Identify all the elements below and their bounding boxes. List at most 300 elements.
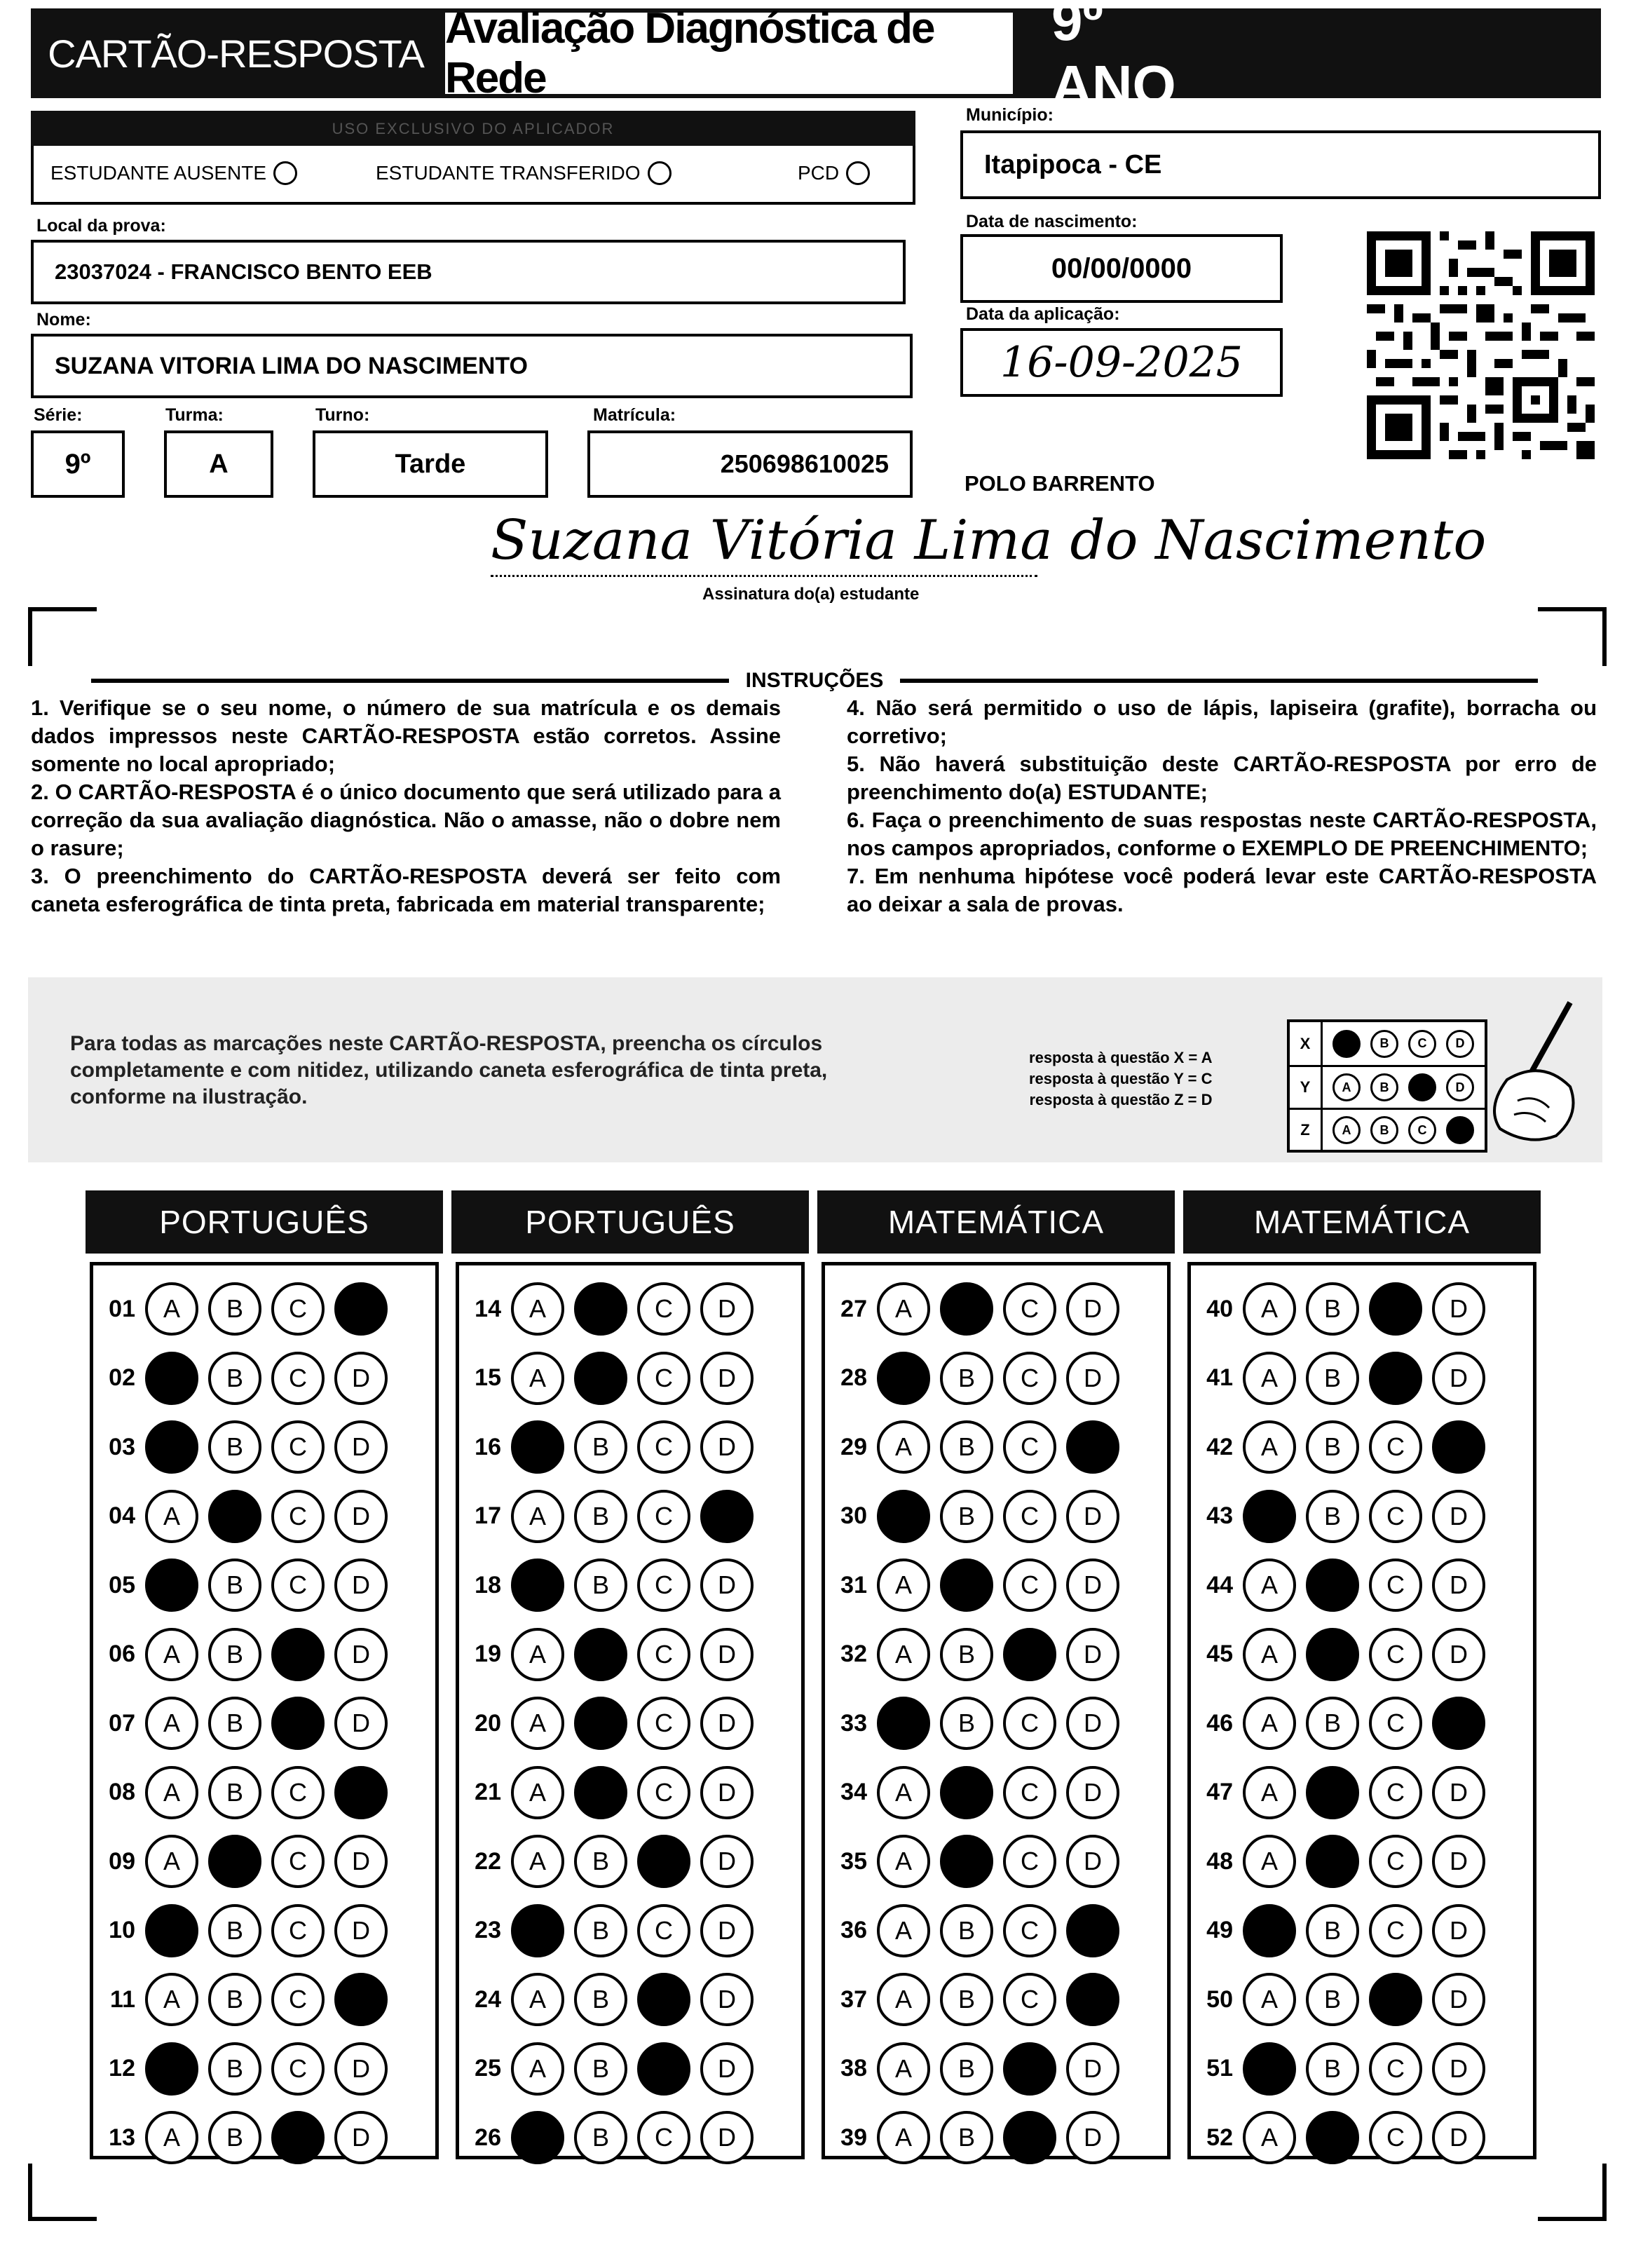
- answer-bubble-d[interactable]: D: [700, 1697, 754, 1750]
- municipio-label: Município:: [966, 105, 1054, 125]
- answer-row: [825, 1695, 1119, 1751]
- answer-bubble-a[interactable]: A: [877, 1559, 930, 1612]
- question-number: 23: [475, 1917, 501, 1943]
- answer-bubble-a[interactable]: A: [511, 1973, 564, 2026]
- answer-bubble-b[interactable]: B: [208, 1282, 261, 1336]
- answer-bubble-b[interactable]: [1306, 1835, 1359, 1888]
- answer-bubble-d[interactable]: D: [1066, 1352, 1119, 1405]
- answer-bubble-a[interactable]: A: [511, 1697, 564, 1750]
- subject-header: MATEMÁTICA: [1183, 1190, 1541, 1254]
- frame-corner-tl: [28, 607, 97, 666]
- answer-bubble-b[interactable]: [1306, 1628, 1359, 1681]
- question-number: 15: [475, 1364, 501, 1391]
- answer-row: [93, 1488, 388, 1544]
- answer-bubble-d[interactable]: D: [334, 1559, 388, 1612]
- answer-bubble-d[interactable]: D: [700, 1904, 754, 1957]
- example-row: [1290, 1022, 1485, 1065]
- answer-bubble-b[interactable]: [574, 1766, 627, 1819]
- answer-bubble-b[interactable]: B: [574, 1420, 627, 1474]
- answer-bubble-c[interactable]: [1003, 2042, 1056, 2096]
- answer-bubble-a[interactable]: A: [511, 2042, 564, 2096]
- answer-bubble-d[interactable]: D: [334, 2042, 388, 2096]
- absent-circle[interactable]: [273, 161, 297, 185]
- answer-row: [459, 1557, 754, 1613]
- subject-header: MATEMÁTICA: [817, 1190, 1175, 1254]
- answer-bubble-b[interactable]: B: [208, 1766, 261, 1819]
- answer-bubble-b[interactable]: B: [1306, 1973, 1359, 2026]
- answer-bubble-d[interactable]: [700, 1490, 754, 1543]
- question-number: 29: [840, 1433, 867, 1460]
- answer-bubble-a[interactable]: A: [1243, 1697, 1296, 1750]
- answer-column: [90, 1262, 439, 2159]
- answer-bubble-d[interactable]: D: [334, 2111, 388, 2164]
- answer-bubble-c[interactable]: [1369, 1282, 1422, 1336]
- answer-bubble-c[interactable]: C: [1369, 1420, 1422, 1474]
- question-number: 40: [1206, 1295, 1233, 1322]
- question-number: 14: [475, 1295, 501, 1322]
- answer-bubble-b[interactable]: B: [940, 1697, 993, 1750]
- answer-row: [1191, 1627, 1485, 1683]
- answer-bubble-d[interactable]: D: [334, 1352, 388, 1405]
- answer-bubble-b[interactable]: B: [1306, 1904, 1359, 1957]
- applicator-box: [31, 146, 915, 205]
- answer-bubble-d[interactable]: D: [1066, 2111, 1119, 2164]
- answer-bubble-b[interactable]: B: [208, 1352, 261, 1405]
- answer-bubble-c[interactable]: C: [637, 1420, 690, 1474]
- answer-bubble-b[interactable]: B: [574, 2111, 627, 2164]
- answer-bubble-b[interactable]: B: [1306, 2042, 1359, 2096]
- answer-row: [93, 1903, 388, 1959]
- answer-bubble-c[interactable]: C: [1369, 1835, 1422, 1888]
- answer-bubble-c[interactable]: C: [637, 2111, 690, 2164]
- answer-bubble-c[interactable]: C: [271, 1973, 325, 2026]
- answer-bubble-c[interactable]: C: [271, 1904, 325, 1957]
- answer-bubble-c[interactable]: C: [1003, 1420, 1056, 1474]
- answer-bubble-a[interactable]: [145, 1904, 198, 1957]
- answer-bubble-c[interactable]: C: [1003, 1490, 1056, 1543]
- answer-bubble-d[interactable]: D: [1432, 1973, 1485, 2026]
- answer-bubble-c[interactable]: C: [1003, 1766, 1056, 1819]
- answer-row: [825, 1281, 1119, 1337]
- question-number: 26: [475, 2124, 501, 2151]
- answer-row: [93, 2110, 388, 2166]
- answer-row: [93, 1833, 388, 1889]
- answer-bubble-c[interactable]: [271, 1697, 325, 1750]
- answer-row: [1191, 1971, 1485, 2028]
- answer-bubble-d[interactable]: D: [1432, 1766, 1485, 1819]
- answer-bubble-c[interactable]: [1003, 1628, 1056, 1681]
- answer-bubble-d[interactable]: D: [334, 1904, 388, 1957]
- answer-bubble-a[interactable]: A: [1243, 1352, 1296, 1405]
- answer-bubble-d[interactable]: [1066, 1973, 1119, 2026]
- answer-bubble-d[interactable]: [1432, 1420, 1485, 1474]
- answer-bubble-c[interactable]: C: [1003, 1835, 1056, 1888]
- answer-bubble-a[interactable]: A: [145, 1766, 198, 1819]
- answer-row: [1191, 2041, 1485, 2097]
- legend-y: resposta à questão Y = C: [1029, 1070, 1213, 1087]
- transferred-option[interactable]: [376, 161, 672, 185]
- answer-bubble-c[interactable]: C: [637, 1559, 690, 1612]
- subject-header: PORTUGUÊS: [451, 1190, 809, 1254]
- answer-row: [825, 1488, 1119, 1544]
- example-question-label: Y: [1290, 1067, 1323, 1108]
- answer-bubble-b[interactable]: B: [574, 1973, 627, 2026]
- answer-row: [825, 1350, 1119, 1406]
- answer-bubble-d[interactable]: D: [334, 1628, 388, 1681]
- pcd-circle[interactable]: [846, 161, 870, 185]
- nome-field: SUZANA VITORIA LIMA DO NASCIMENTO: [31, 334, 913, 398]
- question-number: 33: [840, 1709, 867, 1737]
- answer-bubble-a[interactable]: [1243, 1490, 1296, 1543]
- question-number: 37: [840, 1985, 867, 2013]
- answer-bubble-c[interactable]: [1003, 2111, 1056, 2164]
- answer-bubble-d[interactable]: D: [700, 1352, 754, 1405]
- answer-bubble-b[interactable]: [940, 1559, 993, 1612]
- answer-bubble-c[interactable]: [1369, 1352, 1422, 1405]
- answer-bubble-a[interactable]: A: [1243, 1766, 1296, 1819]
- answer-bubble-c[interactable]: C: [1003, 1904, 1056, 1957]
- answer-bubble-a[interactable]: A: [1243, 1282, 1296, 1336]
- grade-title: 9º ANO: [1051, 0, 1176, 116]
- question-number: 47: [1206, 1779, 1233, 1805]
- answer-bubble-d[interactable]: D: [1432, 1559, 1485, 1612]
- answer-bubble-d[interactable]: D: [1432, 1835, 1485, 1888]
- answer-bubble-d[interactable]: D: [1432, 1282, 1485, 1336]
- answer-bubble-b[interactable]: B: [208, 1628, 261, 1681]
- pcd-option[interactable]: [798, 161, 870, 185]
- answer-bubble-c[interactable]: C: [1369, 2042, 1422, 2096]
- question-number: 10: [109, 1917, 135, 1943]
- answer-bubble-c[interactable]: C: [637, 1766, 690, 1819]
- answer-bubble-c[interactable]: C: [1369, 1628, 1422, 1681]
- answer-bubble-b[interactable]: B: [1306, 1352, 1359, 1405]
- answer-bubble-a[interactable]: [1243, 2042, 1296, 2096]
- answer-bubble-c[interactable]: C: [1003, 1352, 1056, 1405]
- answer-bubble-c[interactable]: C: [1369, 1697, 1422, 1750]
- question-number: 28: [840, 1364, 867, 1391]
- answer-bubble-a[interactable]: A: [1243, 1628, 1296, 1681]
- answer-bubble-b[interactable]: [574, 1697, 627, 1750]
- answer-bubble-b[interactable]: [574, 1352, 627, 1405]
- answer-bubble-d[interactable]: [1066, 1904, 1119, 1957]
- answer-bubble-a[interactable]: A: [145, 1490, 198, 1543]
- answer-bubble-b[interactable]: [574, 1628, 627, 1681]
- answer-bubble-a[interactable]: [511, 1559, 564, 1612]
- answer-row: [93, 1765, 388, 1821]
- answer-bubble-a[interactable]: A: [511, 1766, 564, 1819]
- answer-bubble-b[interactable]: [1306, 2111, 1359, 2164]
- answer-bubble-a[interactable]: [145, 1420, 198, 1474]
- answer-bubble-c[interactable]: [637, 1973, 690, 2026]
- answer-bubble-b[interactable]: B: [208, 1697, 261, 1750]
- answer-bubble-d[interactable]: D: [700, 2042, 754, 2096]
- absent-option[interactable]: [50, 161, 297, 185]
- turno-field: Tarde: [313, 430, 548, 498]
- answer-bubble-b[interactable]: B: [208, 1420, 261, 1474]
- answer-row: [459, 1971, 754, 2028]
- answer-bubble-d[interactable]: [334, 1766, 388, 1819]
- instruction-4: 4. Não será permitido o uso de lápis, lapiseira (grafite), borracha ou corretivo;: [847, 695, 1597, 748]
- answer-bubble-a[interactable]: A: [145, 1628, 198, 1681]
- answer-bubble-d[interactable]: D: [700, 1282, 754, 1336]
- answer-bubble-a[interactable]: A: [1243, 1973, 1296, 2026]
- question-number: 46: [1206, 1709, 1233, 1737]
- answer-bubble-b[interactable]: B: [1306, 1282, 1359, 1336]
- answer-bubble-b[interactable]: [1306, 1766, 1359, 1819]
- answer-row: [1191, 2110, 1485, 2166]
- answer-bubble-c[interactable]: C: [1369, 1766, 1422, 1819]
- answer-bubble-d[interactable]: D: [334, 1835, 388, 1888]
- answer-bubble-d[interactable]: D: [1066, 1697, 1119, 1750]
- example-grid: [1287, 1019, 1487, 1153]
- answer-bubble-c[interactable]: [1369, 1973, 1422, 2026]
- answer-bubble-a[interactable]: A: [511, 1282, 564, 1336]
- answer-bubble-d[interactable]: [334, 1973, 388, 2026]
- answer-bubble-a[interactable]: [145, 1352, 198, 1405]
- answer-row: [459, 1281, 754, 1337]
- answer-bubble-c[interactable]: C: [637, 1490, 690, 1543]
- question-number: 45: [1206, 1641, 1233, 1667]
- answer-bubble-c[interactable]: C: [271, 1420, 325, 1474]
- answer-bubble-c[interactable]: C: [637, 1628, 690, 1681]
- answer-bubble-a[interactable]: A: [145, 1973, 198, 2026]
- answer-bubble-b[interactable]: B: [940, 2042, 993, 2096]
- answer-bubble-c[interactable]: C: [1003, 1559, 1056, 1612]
- answer-bubble-c[interactable]: C: [637, 1697, 690, 1750]
- answer-bubble-d[interactable]: D: [1066, 1282, 1119, 1336]
- answer-bubble-d[interactable]: D: [1432, 2111, 1485, 2164]
- question-number: 49: [1206, 1917, 1233, 1943]
- answer-bubble-a[interactable]: A: [145, 1697, 198, 1750]
- answer-bubble-a[interactable]: [877, 1490, 930, 1543]
- instruction-1: 1. Verifique se o seu nome, o número de sua matrícula e os demais dados impressos neste CARTÃO-RESPOSTA estão corretos. Assine somente no local apropriado;: [31, 695, 781, 776]
- answer-bubble-a[interactable]: A: [511, 1628, 564, 1681]
- answer-bubble-d[interactable]: D: [1432, 1628, 1485, 1681]
- question-number: 48: [1206, 1847, 1233, 1875]
- answer-bubble-b[interactable]: B: [940, 1352, 993, 1405]
- question-number: 31: [840, 1571, 867, 1598]
- answer-bubble-a[interactable]: A: [511, 1835, 564, 1888]
- answer-bubble-d[interactable]: [1432, 1697, 1485, 1750]
- answer-bubble-a[interactable]: [511, 2111, 564, 2164]
- answer-bubble-d[interactable]: D: [334, 1490, 388, 1543]
- question-number: 16: [475, 1433, 501, 1460]
- question-number: 25: [475, 2055, 501, 2082]
- answer-bubble-b[interactable]: B: [208, 2042, 261, 2096]
- answer-bubble-b[interactable]: [940, 1766, 993, 1819]
- answer-row: [825, 1557, 1119, 1613]
- answer-row: [1191, 1765, 1485, 1821]
- example-text: Para todas as marcações neste CARTÃO-RESPOSTA, preencha os círculos completamente e com nitidez, utilizando caneta esferográfica de tinta preta, conforme na ilustração.: [70, 1032, 828, 1108]
- answer-bubble-d[interactable]: D: [1066, 1628, 1119, 1681]
- answer-bubble-a[interactable]: A: [145, 1835, 198, 1888]
- turma-label: Turma:: [165, 405, 224, 425]
- answer-bubble-d[interactable]: D: [700, 1766, 754, 1819]
- answer-bubble-b[interactable]: B: [1306, 1697, 1359, 1750]
- example-bubble: C: [1408, 1116, 1436, 1144]
- answer-row: [93, 1971, 388, 2028]
- answer-bubble-a[interactable]: [511, 1904, 564, 1957]
- answer-bubble-c[interactable]: C: [271, 1559, 325, 1612]
- answer-bubble-c[interactable]: [637, 2042, 690, 2096]
- answer-row: [1191, 1281, 1485, 1337]
- answer-bubble-b[interactable]: B: [940, 1973, 993, 2026]
- answer-bubble-a[interactable]: A: [145, 1282, 198, 1336]
- answer-row: [459, 1695, 754, 1751]
- answer-bubble-d[interactable]: D: [1066, 1766, 1119, 1819]
- answer-bubble-b[interactable]: B: [940, 1628, 993, 1681]
- answer-bubble-a[interactable]: A: [877, 1766, 930, 1819]
- answer-bubble-a[interactable]: A: [511, 1490, 564, 1543]
- answer-row: [825, 1833, 1119, 1889]
- answer-bubble-b[interactable]: [574, 1282, 627, 1336]
- subject-header: PORTUGUÊS: [86, 1190, 443, 1254]
- answer-bubble-d[interactable]: D: [1066, 1835, 1119, 1888]
- answer-bubble-b[interactable]: [208, 1490, 261, 1543]
- answer-bubble-d[interactable]: D: [1432, 1490, 1485, 1543]
- answer-bubble-b[interactable]: B: [208, 1904, 261, 1957]
- answer-bubble-c[interactable]: C: [271, 1835, 325, 1888]
- answer-row: [459, 1903, 754, 1959]
- answer-bubble-a[interactable]: [1243, 1904, 1296, 1957]
- turma-field: A: [164, 430, 273, 498]
- answer-row: [1191, 1833, 1485, 1889]
- answer-bubble-b[interactable]: B: [1306, 1490, 1359, 1543]
- question-number: 51: [1206, 2055, 1233, 2082]
- answer-bubble-c[interactable]: [271, 2111, 325, 2164]
- answer-bubble-b[interactable]: B: [574, 2042, 627, 2096]
- answer-bubble-b[interactable]: B: [574, 1835, 627, 1888]
- answer-bubble-b[interactable]: B: [940, 2111, 993, 2164]
- answer-bubble-d[interactable]: D: [1432, 2042, 1485, 2096]
- answer-bubble-a[interactable]: [877, 1697, 930, 1750]
- instruction-3: 3. O preenchimento do CARTÃO-RESPOSTA deverá ser feito com caneta esferográfica de tinta preta, fabricada em material transparente;: [31, 864, 781, 916]
- answer-row: [1191, 1488, 1485, 1544]
- answer-bubble-d[interactable]: D: [700, 2111, 754, 2164]
- example-row: [1290, 1108, 1485, 1150]
- answer-bubble-d[interactable]: D: [1066, 2042, 1119, 2096]
- answer-bubble-a[interactable]: A: [511, 1352, 564, 1405]
- answer-bubble-c[interactable]: C: [1369, 1559, 1422, 1612]
- answer-bubble-b[interactable]: B: [574, 1904, 627, 1957]
- answer-bubble-a[interactable]: A: [1243, 2111, 1296, 2164]
- answer-bubble-c[interactable]: C: [271, 1282, 325, 1336]
- local-label: Local da prova:: [36, 216, 166, 236]
- answer-row: [93, 1419, 388, 1475]
- answer-bubble-b[interactable]: [1306, 1559, 1359, 1612]
- transferred-circle[interactable]: [648, 161, 672, 185]
- answer-bubble-c[interactable]: C: [637, 1352, 690, 1405]
- answer-bubble-b[interactable]: [940, 1835, 993, 1888]
- answer-bubble-b[interactable]: B: [1306, 1420, 1359, 1474]
- answer-row: [1191, 1695, 1485, 1751]
- answer-bubble-a[interactable]: A: [877, 1420, 930, 1474]
- answer-bubble-d[interactable]: [334, 1282, 388, 1336]
- answer-bubble-d[interactable]: D: [700, 1559, 754, 1612]
- answer-bubble-d[interactable]: D: [334, 1697, 388, 1750]
- answer-bubble-c[interactable]: C: [1003, 1697, 1056, 1750]
- answer-bubble-c[interactable]: C: [637, 1904, 690, 1957]
- answer-bubble-b[interactable]: B: [940, 1420, 993, 1474]
- answer-bubble-c[interactable]: C: [271, 2042, 325, 2096]
- answer-bubble-d[interactable]: D: [1066, 1559, 1119, 1612]
- answer-bubble-c[interactable]: [271, 1628, 325, 1681]
- answer-bubble-a[interactable]: A: [877, 2111, 930, 2164]
- question-number: 09: [109, 1847, 135, 1875]
- answer-bubble-c[interactable]: C: [1003, 1973, 1056, 2026]
- answer-bubble-c[interactable]: C: [637, 1282, 690, 1336]
- answer-bubble-d[interactable]: [1066, 1420, 1119, 1474]
- answer-bubble-b[interactable]: B: [208, 2111, 261, 2164]
- answer-row: [459, 1419, 754, 1475]
- question-number: 19: [475, 1641, 501, 1667]
- answer-bubble-b[interactable]: B: [940, 1904, 993, 1957]
- municipio-field: Itapipoca - CE: [960, 130, 1601, 199]
- answer-bubble-b[interactable]: [940, 1282, 993, 1336]
- answer-bubble-c[interactable]: C: [271, 1766, 325, 1819]
- answer-bubble-c[interactable]: C: [1369, 1490, 1422, 1543]
- instructions-title: INSTRUÇÕES: [745, 669, 884, 692]
- answer-bubble-a[interactable]: [145, 1559, 198, 1612]
- answer-bubble-d[interactable]: D: [1432, 1904, 1485, 1957]
- answer-bubble-b[interactable]: B: [940, 1490, 993, 1543]
- answer-bubble-c[interactable]: C: [1003, 1282, 1056, 1336]
- answer-row: [825, 2041, 1119, 2097]
- answer-bubble-a[interactable]: A: [877, 2042, 930, 2096]
- answer-bubble-b[interactable]: [208, 1835, 261, 1888]
- answer-bubble-a[interactable]: A: [1243, 1559, 1296, 1612]
- example-bubble: C: [1408, 1030, 1436, 1058]
- answer-bubble-a[interactable]: A: [877, 1904, 930, 1957]
- answer-bubble-b[interactable]: B: [208, 1559, 261, 1612]
- answer-bubble-a[interactable]: A: [877, 1282, 930, 1336]
- question-number: 36: [840, 1917, 867, 1943]
- answer-bubble-b[interactable]: B: [574, 1559, 627, 1612]
- answer-bubble-a[interactable]: [511, 1420, 564, 1474]
- polo-label: POLO BARRENTO: [965, 471, 1155, 496]
- answer-bubble-d[interactable]: D: [700, 1420, 754, 1474]
- answer-bubble-a[interactable]: [877, 1352, 930, 1405]
- answer-bubble-b[interactable]: B: [208, 1973, 261, 2026]
- answer-bubble-c[interactable]: [637, 1835, 690, 1888]
- answer-column: [1187, 1262, 1536, 2159]
- applicator-banner: USO EXCLUSIVO DO APLICADOR: [31, 111, 915, 147]
- answer-bubble-a[interactable]: A: [1243, 1835, 1296, 1888]
- answer-bubble-d[interactable]: D: [700, 1973, 754, 2026]
- answer-bubble-d[interactable]: D: [1432, 1352, 1485, 1405]
- answer-bubble-a[interactable]: [145, 2042, 198, 2096]
- answer-bubble-a[interactable]: A: [145, 2111, 198, 2164]
- title-rule-left: [91, 679, 729, 683]
- answer-bubble-c[interactable]: C: [271, 1490, 325, 1543]
- answer-bubble-a[interactable]: A: [877, 1973, 930, 2026]
- answer-bubble-c[interactable]: C: [1369, 1904, 1422, 1957]
- title-rule-right: [900, 679, 1538, 683]
- answer-bubble-d[interactable]: D: [334, 1420, 388, 1474]
- answer-bubble-a[interactable]: A: [1243, 1420, 1296, 1474]
- answer-bubble-b[interactable]: B: [574, 1490, 627, 1543]
- answer-row: [1191, 1903, 1485, 1959]
- answer-bubble-d[interactable]: D: [700, 1835, 754, 1888]
- answer-bubble-a[interactable]: A: [877, 1835, 930, 1888]
- answer-bubble-a[interactable]: A: [877, 1628, 930, 1681]
- answer-bubble-c[interactable]: C: [271, 1352, 325, 1405]
- answer-bubble-d[interactable]: D: [700, 1628, 754, 1681]
- answer-bubble-d[interactable]: D: [1066, 1490, 1119, 1543]
- answer-bubble-c[interactable]: C: [1369, 2111, 1422, 2164]
- legend-x: resposta à questão X = A: [1029, 1049, 1213, 1066]
- signature-line: [491, 575, 1037, 577]
